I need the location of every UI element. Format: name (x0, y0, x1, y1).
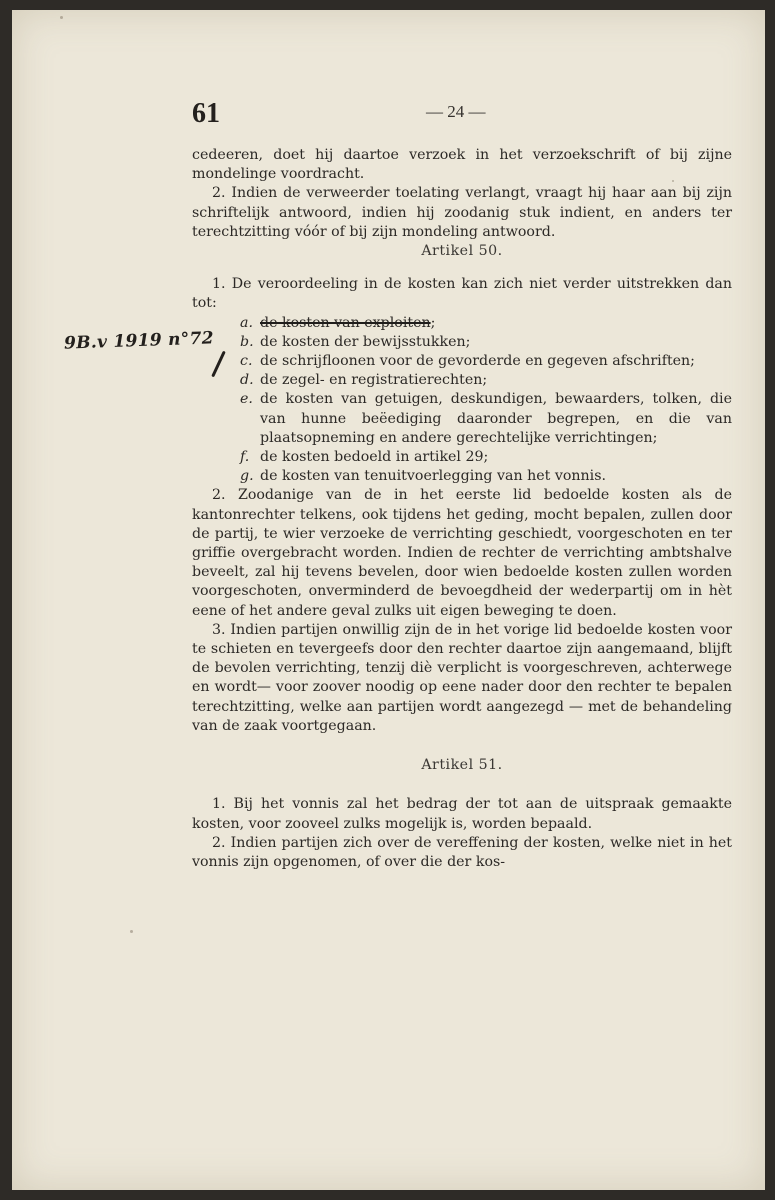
list-text: de kosten van tenuitvoerlegging van het vonnis. (260, 468, 607, 485)
list-item (192, 352, 732, 371)
article-50-paragraph-2: 2. Zoodanige van de in het eerste lid bedoelde kosten als de kantonrechter telkens, ook tijdens het geding, mocht bepalen, zullen door de partij, te wier verzoeke de verrichting geschiedt, voorgeschoten en ter griffie overgebracht worden. Indien de rechter de verrichting ambtshalve beveelt, zal hij tevens bevelen, door wien bedoelde kosten zullen worden voorgeschoten, onverminderd de bevoegdheid der wederpartij om in hèt eene of het andere geval zulks uit eigen beweging te doen. (192, 487, 732, 619)
list-letter: e. (240, 391, 253, 408)
list-item (192, 390, 732, 448)
list-text: de schrijfloonen voor de gevorderde en gegeven afschriften; (260, 353, 695, 370)
list-text: ; (430, 314, 436, 331)
struck-text: de kosten van exploiten (260, 314, 431, 331)
article-51-paragraph-2: 2. Indien partijen zich over de vereffening der kosten, welke niet in het vonnis zijn opgenomen, of over die der kos- (192, 834, 732, 870)
page-number: 61 (192, 98, 220, 129)
running-head: — 24 — (426, 102, 486, 121)
list-letter: g. (240, 468, 254, 485)
article-50-heading: Artikel 50. (421, 243, 503, 260)
paragraph-2: 2. Indien de verweerder toelating verlangt, vraagt hij haar aan bij zijn schriftelijk antwoord, indien hij zoodanig stuk indient, en anders ter terechtzitting vóór of bij zijn mondeling antwoord. (192, 185, 732, 240)
article-50-lead: 1. De veroordeeling in de kosten kan zich niet verder uitstrekken dan tot: (192, 276, 732, 312)
paragraph-continuation: cedeeren, doet hij daartoe verzoek in het verzoekschrift of bij zijne mondelinge voordracht. (192, 147, 732, 183)
paper-speck (130, 930, 133, 933)
cost-list (192, 314, 732, 487)
list-letter: d. (240, 372, 254, 389)
list-item (192, 333, 732, 352)
list-text: de zegel- en registratierechten; (260, 372, 488, 389)
list-letter: a. (240, 314, 253, 331)
article-51-paragraph-1: 1. Bij het vonnis zal het bedrag der tot aan de uitspraak gemaakte kosten, voor zooveel zulks mogelijk is, worden bepaald. (192, 796, 732, 832)
list-text: de kosten der bewijsstukken; (260, 333, 471, 350)
list-text: de kosten van getuigen, deskundigen, bewaarders, tolken, die van hunne beëediging daaronder begrepen, en die van plaatsopneming en andere gerechtelijke verrichtingen; (260, 391, 732, 446)
list-letter: b. (240, 333, 254, 350)
list-text: de kosten bedoeld in artikel 29; (260, 449, 489, 466)
article-51-heading: Artikel 51. (421, 757, 503, 774)
list-item (192, 467, 732, 486)
document-page (12, 10, 765, 1190)
paper-speck (60, 16, 63, 19)
list-item (192, 371, 732, 390)
list-item (192, 314, 732, 333)
article-50-paragraph-3: 3. Indien partijen onwillig zijn de in het vorige lid bedoelde kosten voor te schieten en tevergeefs door den rechter daartoe zijn aangemaand, blijft de bevolen verrichting, tenzij diè verplicht is voorgeschreven, achterwege en wordt— voor zoover noodig op eene nader door den rechter te bepalen terechtzitting, welke aan partijen wordt aangezegd — met de behandeling van de zaak voortgegaan. (192, 621, 732, 734)
list-letter: f. (240, 449, 250, 466)
handwritten-annotation: 9B.v 1919 n°72 (63, 328, 215, 354)
list-item (192, 448, 732, 467)
body-text (192, 146, 732, 872)
list-letter: c. (240, 353, 253, 370)
